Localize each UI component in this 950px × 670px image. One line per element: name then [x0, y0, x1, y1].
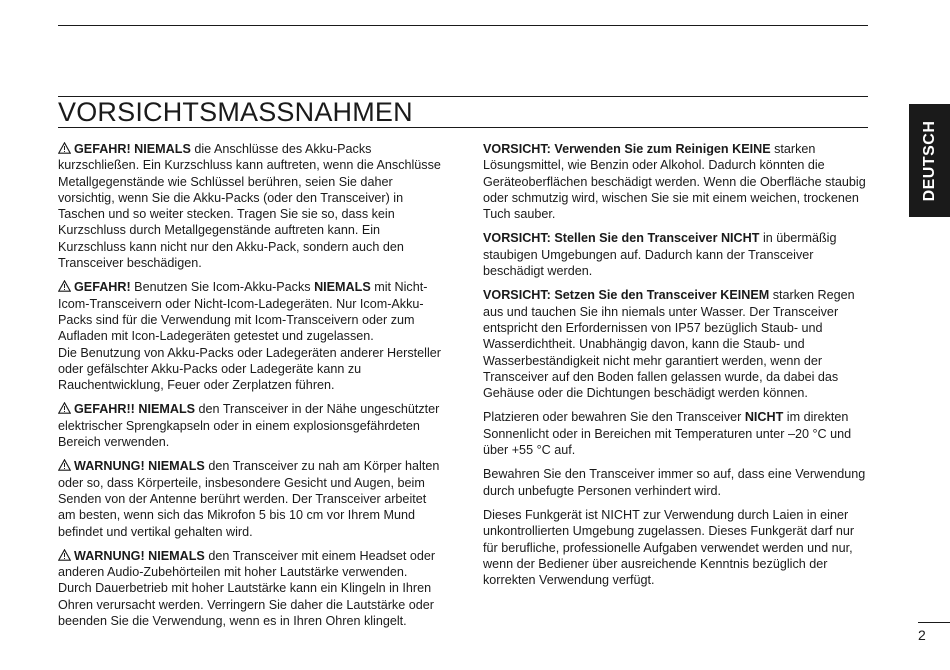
language-tab	[909, 104, 950, 217]
paragraph-text: im direkten Sonnenlicht oder in Bereichen mit Temperaturen unter –20 °C und über +55 °C auf.	[483, 410, 852, 458]
paragraph-text: Dieses Funkgerät ist NICHT zur Verwendung durch Laien in einer unkontrollierten Umgebung zugelassen. Dieses Funkgerät darf nur für berufliche, professionelle Aufgaben verwendet werden und nur, wenn der Bediener über ausreichende Kenntnis bezüglich der korrekten Verwendung verfügt.	[483, 507, 855, 588]
paragraph-emphasis: NIEMALS	[314, 280, 371, 295]
paragraph-warning-headset	[58, 548, 442, 629]
paragraph-bold: VORSICHT: Stellen Sie den Transceiver NICHT	[483, 231, 760, 246]
paragraph-text: die Anschlüsse des Akku-Packs kurzschließen. Ein Kurzschluss kann auftreten, wenn die Anschlüsse Metallgegenstände wie Schlüssel berühren, seien Sie daher vorsichtig, wenn Sie die Akku-Packs (oder den Transceiver) in Taschen und so weiter stecken. Tragen Sie sie so, dass kein Kurzschluss durch Metallgegenstände auftreten kann. Ein Kurzschluss kann nicht nur den Akku-Pack, sondern auch den Transceiver beschädigen.	[58, 142, 441, 271]
paragraph-caution-water	[483, 287, 868, 401]
right-column	[483, 141, 868, 596]
paragraph-bold: VORSICHT: Verwenden Sie zum Reinigen KEINE	[483, 142, 771, 156]
paragraph-label: GEFAHR!!	[74, 402, 135, 417]
warning-triangle-icon	[58, 142, 71, 154]
paragraph-danger-non-icom	[58, 279, 442, 393]
paragraph-label: WARNUNG!	[74, 548, 145, 563]
paragraph-text: in übermäßig staubigen Umgebungen auf. Dadurch kann der Transceiver beschädigt werden.	[483, 231, 837, 279]
paragraph-label: WARNUNG!	[74, 459, 145, 474]
paragraph-caution-cleaning	[483, 141, 868, 222]
paragraph-caution-dust	[483, 230, 868, 279]
paragraph-text: mit Nicht-Icom-Transceivern oder Nicht-Icom-Ladegeräten. Nur Icom-Akku-Packs sind für die Verwendung mit Icom-Transceivern oder zum Aufladen mit Icon-Ladegeräten getestet und zugelassen.	[58, 280, 428, 344]
paragraph-text: den Transceiver in der Nähe ungeschützter elektrischer Sprengkapseln oder in einem explosionsgefährdeten Bereich verwenden.	[58, 402, 440, 450]
paragraph-text: Bewahren Sie den Transceiver immer so auf, dass eine Verwendung durch unbefugte Personen verhindert wird.	[483, 467, 866, 498]
left-column	[58, 141, 442, 637]
paragraph-text: den Transceiver zu nah am Körper halten oder so, dass Körperteile, insbesondere Gesicht und Augen, beim Senden von der Antenne berührt werden. Der Transceiver arbeitet am besten, wenn sich das Mikrofon 5 bis 10 cm vor Ihrem Mund befindet und vertikal gehalten wird.	[58, 459, 440, 539]
paragraph-temperature	[483, 409, 868, 458]
paragraph-professional-use	[483, 507, 868, 588]
warning-triangle-icon	[58, 280, 71, 292]
paragraph-text: den Transceiver mit einem Headset oder anderen Audio-Zubehörteilen mit hoher Lautstärke verwenden. Durch Dauerbetrieb mit hoher Lautstärke kann ein Klingeln in Ihren Ohren verursacht werden. Verringern Sie daher die Lautstärke oder beenden Sie die Verwendung, wenn es in Ihren Ohren klingelt.	[58, 548, 436, 629]
paragraph-bold: VORSICHT: Setzen Sie den Transceiver KEINEM	[483, 288, 770, 303]
paragraph-danger-short-circuit	[58, 141, 442, 271]
page-title: VORSICHTSMASSNAHMEN	[58, 97, 413, 127]
paragraph-label: GEFAHR!	[74, 142, 131, 156]
paragraph-text-before: Benutzen Sie Icom-Akku-Packs	[130, 280, 315, 295]
paragraph-emphasis: NIEMALS	[148, 459, 205, 474]
title-bottom-rule	[58, 127, 868, 128]
paragraph-text-before: Platzieren oder bewahren Sie den Transceiver	[483, 410, 745, 425]
paragraph-emphasis: NIEMALS	[148, 548, 205, 563]
paragraph-label: GEFAHR!	[74, 280, 131, 295]
paragraph-bold: NICHT	[744, 410, 784, 425]
paragraph-emphasis: NIEMALS	[134, 142, 191, 156]
language-tab-label: DEUTSCH	[920, 120, 938, 201]
warning-triangle-icon	[58, 549, 71, 561]
paragraph-storage	[483, 466, 868, 499]
paragraph-text: starken Lösungsmittel, wie Benzin oder Alkohol. Dadurch könnten die Geräteoberflächen beschädigt werden. Wenn die Oberfläche staubig oder schmutzig wird, wischen Sie sie mit einem weichen, trockenen Tuch sauber.	[483, 142, 866, 222]
paragraph-text: starken Regen aus und tauchen Sie ihn niemals unter Wasser. Der Transceiver entspricht den Erfordernissen von IP57 bezüglich Staub- und Wasserdichtheit. Unabhängig davon, kann die Staub- und Wasserbeständigkeit nicht mehr garantiert werden, wenn der Transceiver auf den Boden fallen gelassen wurde, da dabei das Gehäuse oder die Dichtungen beschädigt werden können.	[483, 288, 855, 401]
warning-triangle-icon	[58, 459, 71, 471]
warning-triangle-icon	[58, 402, 71, 414]
paragraph-emphasis: NIEMALS	[138, 402, 196, 417]
footer-rule	[918, 622, 950, 623]
page-number: 2	[918, 627, 926, 643]
paragraph-text-2: Die Benutzung von Akku-Packs oder Ladegeräten anderer Hersteller oder gefälschter Akku-Packs oder Ladegeräte kann zu Rauchentwicklung, Feuer oder Zerplatzen führen.	[58, 345, 441, 393]
paragraph-warning-body	[58, 458, 442, 539]
top-rule	[58, 25, 868, 26]
paragraph-danger-explosive	[58, 401, 442, 450]
